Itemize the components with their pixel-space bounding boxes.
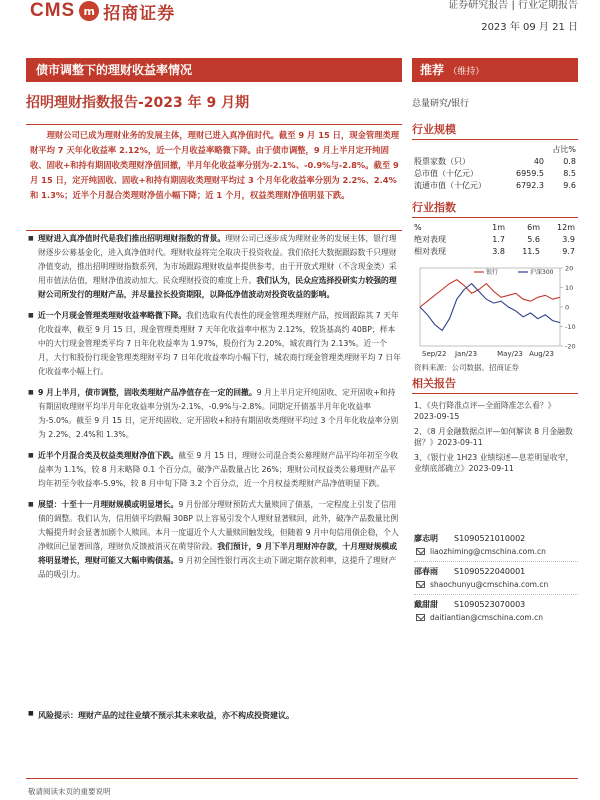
mail-icon xyxy=(416,581,425,588)
rating-box xyxy=(412,58,578,82)
related-list xyxy=(414,400,576,478)
analyst-id: S1090521010002 xyxy=(454,534,526,543)
index-chart-svg xyxy=(414,262,578,362)
series-line xyxy=(420,280,560,307)
analyst-id: S1090523070003 xyxy=(454,600,526,609)
rating-label: 推荐 xyxy=(420,63,445,77)
mail-icon xyxy=(416,548,425,555)
footer-disclaimer: 敬请阅读末页的重要说明 xyxy=(28,787,111,796)
bullet-list xyxy=(30,232,402,589)
table-row: 相对表现 3.8 11.5 9.7 xyxy=(414,247,575,256)
logo-text-cn: 招商证券 xyxy=(103,3,176,24)
rating-note: （维持） xyxy=(448,67,485,77)
company-logo xyxy=(30,0,175,22)
analyst-row xyxy=(414,533,578,545)
bullet-lead: 9 月上半月，债市调整，固收类理财产品净值存在一定的回撤。 xyxy=(38,388,257,397)
scale-section-title: 行业规模 xyxy=(412,122,578,140)
y-tick-label: -10 xyxy=(565,323,576,331)
headline: 债市调整下的理财收益率情况 xyxy=(26,58,402,82)
logo-seal-icon: m xyxy=(79,1,99,21)
y-tick-label: 20 xyxy=(565,264,574,273)
analyst-name: 戴甜甜 xyxy=(414,600,438,609)
analyst-email[interactable]: shaochunyu@cmschina.com.cn xyxy=(414,578,578,591)
bullet-text: 9 月份部分理财预防式大量赎回了债基，一定程度上引发了信用债的调整。我们认为，信用债平均跌幅 30BP 以上容易引发个人理财显著赎回，此外，破净产品数量比例大幅提升时会显著加剧个人赎回。本月一度逼近个人大量赎回触发线，但随着 9 月中旬信用债企稳，个人净赎回已显著回落，理财负反馈被消灭在萌芽阶段。 xyxy=(38,500,399,551)
y-tick-label: 10 xyxy=(565,284,574,292)
y-tick-label: -20 xyxy=(565,342,576,351)
mail-icon xyxy=(416,614,425,621)
index-table xyxy=(414,222,576,258)
analyst-row xyxy=(414,599,578,611)
x-tick-label: Sep/22 xyxy=(422,350,447,358)
footer-divider xyxy=(26,778,578,779)
table-header-row: % 1m 6m 12m xyxy=(414,223,575,232)
y-tick-label: 0 xyxy=(565,303,570,312)
index-section-title: 行业指数 xyxy=(412,200,578,218)
legend-label: 银行 xyxy=(486,269,499,276)
bullet-text: 理财公司已逐步成为理财业务的发展主体，银行理财逐步公募基金化，进入真净值时代。理财收益将完全取决于投资收益。我们依托大数据跟踪数千只理财净值变动，推出招明理财指数系列，为市场跟踪理财收益率提供参考，由于开放式理财（不含现金类）采用市值法估值，理财净值波动加大。民众理财投资的难度上升。 xyxy=(38,234,397,285)
share-column-header: 占比% xyxy=(552,145,576,154)
bullet-lead: 展望：十至十一月理财规模或明显增长。 xyxy=(38,500,179,509)
analyst-name: 廖志明 xyxy=(414,534,438,543)
analyst-list xyxy=(414,533,578,624)
x-tick-label: Jan/23 xyxy=(454,350,478,358)
analyst-email[interactable]: liaozhiming@cmschina.com.cn xyxy=(414,545,578,558)
bullet-item xyxy=(30,309,402,379)
bullet-item xyxy=(30,386,402,442)
x-tick-label: Aug/23 xyxy=(529,350,554,358)
table-row: 流通市值（十亿元） 6792.3 9.6 xyxy=(414,181,576,190)
table-header-row xyxy=(414,144,576,156)
bullet-item xyxy=(30,232,402,302)
table-row: 绝对表现 1.7 5.6 3.9 xyxy=(414,235,575,244)
related-report-link[interactable]: 2、《8 月金融数据点评—如何解读 8 月金融数据？》2023-09-11 xyxy=(414,427,573,447)
report-type: 证券研究报告 | 行业定期报告 xyxy=(448,0,578,11)
bullet-text: 9 月上半月定开纯固收、定开固收+和持有期固收理财平均半月年化收益率分别为-2.1%、-0.9%与-2.8%。同期定开债基半月年化收益率为-5.0%。截至 9 月 15 日，定开纯固收、定开固收+和持有期固收类理财平均过 3 个月年化收益率分别为 2.2%、2.4%和 1.3%。 xyxy=(38,388,399,439)
logo-text-en: CMS xyxy=(30,0,76,21)
bullet-item xyxy=(30,498,402,582)
bullet-text: 截至 9 月 15 日，理财公司混合类公募理财产品平均年初至今收益率为 1.1%，较 8 月末略降 0.1 个百分点，破净产品数量占比 26%；理财公司权益类公募理财产品平均年初至今收益率-5.9%，较 8 月中旬下降 3.2 个百分点，近一个月权益类理财产品净值明显下跌。 xyxy=(38,451,399,488)
bullet-emphasis: 我们预计，9 月下半月理财冲存款，十月理财规模或将明显增长，理财可能又大幅申购债基。 xyxy=(38,542,397,565)
related-report-link[interactable]: 1、《央行降准点评—全面降准怎么看？》2023-09-15 xyxy=(414,401,556,421)
analyst-name: 邵春雨 xyxy=(414,567,438,576)
report-subtitle: 招明理财指数报告-2023 年 9 月期 xyxy=(26,95,250,111)
bullet-emphasis: 我们认为，民众应选择投研实力较强的理财公司所发行的理财产品，并尽量拉长投资期限，以降低净值波动对投资收益的影响。 xyxy=(38,276,397,299)
report-header xyxy=(0,0,600,40)
bullet-lead: 近半个月混合类及权益类理财净值下跌。 xyxy=(38,451,179,460)
related-report-link[interactable]: 3、《银行业 1H23 业绩综述—息差明显收窄，业绩底部确立》2023-09-11 xyxy=(414,453,574,473)
table-row: 股票家数（只） 40 0.8 xyxy=(414,157,576,166)
scale-table xyxy=(414,144,576,192)
bullet-item xyxy=(30,449,402,491)
chart-frame xyxy=(420,268,560,346)
bullet-lead: 近一个月现金管理类理财收益率略微下降。 xyxy=(38,311,187,320)
report-category: 总量研究/银行 xyxy=(412,99,470,109)
chart-source: 资料来源：公司数据、招商证券 xyxy=(414,363,519,372)
related-section-title: 相关报告 xyxy=(412,376,578,394)
legend-label: 沪深300 xyxy=(530,269,554,276)
analyst-id: S1090522040001 xyxy=(454,567,526,576)
bullet-tail: 9 月初全国性银行再次主动下调定期存款利率，这提升了理财产品的吸引力。 xyxy=(38,556,397,579)
report-date: 2023 年 09 月 21 日 xyxy=(481,22,578,33)
x-tick-label: May/23 xyxy=(497,350,523,358)
risk-warning: ■ 风险提示：理财产品的过往业绩不预示其未来收益，亦不构成投资建议。 xyxy=(30,710,402,721)
table-row: 总市值（十亿元） 6959.5 8.5 xyxy=(414,169,576,178)
analyst-email[interactable]: daitiantian@cmschina.com.cn xyxy=(414,611,578,624)
index-chart xyxy=(414,262,578,362)
analyst-row xyxy=(414,566,578,578)
bullet-lead: 理财进入真净值时代是我们推出招明理财指数的背景。 xyxy=(38,234,226,243)
summary-box: 理财公司已成为理财业务的发展主体，理财已进入真净值时代。截至 9 月 15 日，现金管理类理财平均 7 天年化收益率 2.12%，近一个月收益率略微下降。由于债市调整，9 月上半月定开纯固收、固收+和持有期固收类理财净值回撤，半月年化收益率分别为-2.1%、-0.9%与-2.8%。截至 9 月 15 日，定开纯固收、固收+和持有期固收类理财平均过 3 个月年化收益率分别为 2.2%、2.4%和 1.3%；近半个月混合类理财净值小幅下降；近 1 个月，权益类理财净值明显下跌。 xyxy=(26,124,402,231)
bullet-text: 我们选取有代表性的现金管理类理财产品，按周跟踪其 7 天年化收益率，截至 9 月 15 日，现金管理类理财 7 天年化收益率中枢为 2.12%，较货基高约 40BP；样本中的大行现金管理类平均 7 日年化收益率为 1.97%，股份行为 2.20%，城农商行为 2.13%。近一个月，大行和股份行现金管理类理财平均 7 日年化收益率均小幅下行，城农商行现金管理类理财平均 7 日年化收益率小幅上行。 xyxy=(38,311,401,376)
